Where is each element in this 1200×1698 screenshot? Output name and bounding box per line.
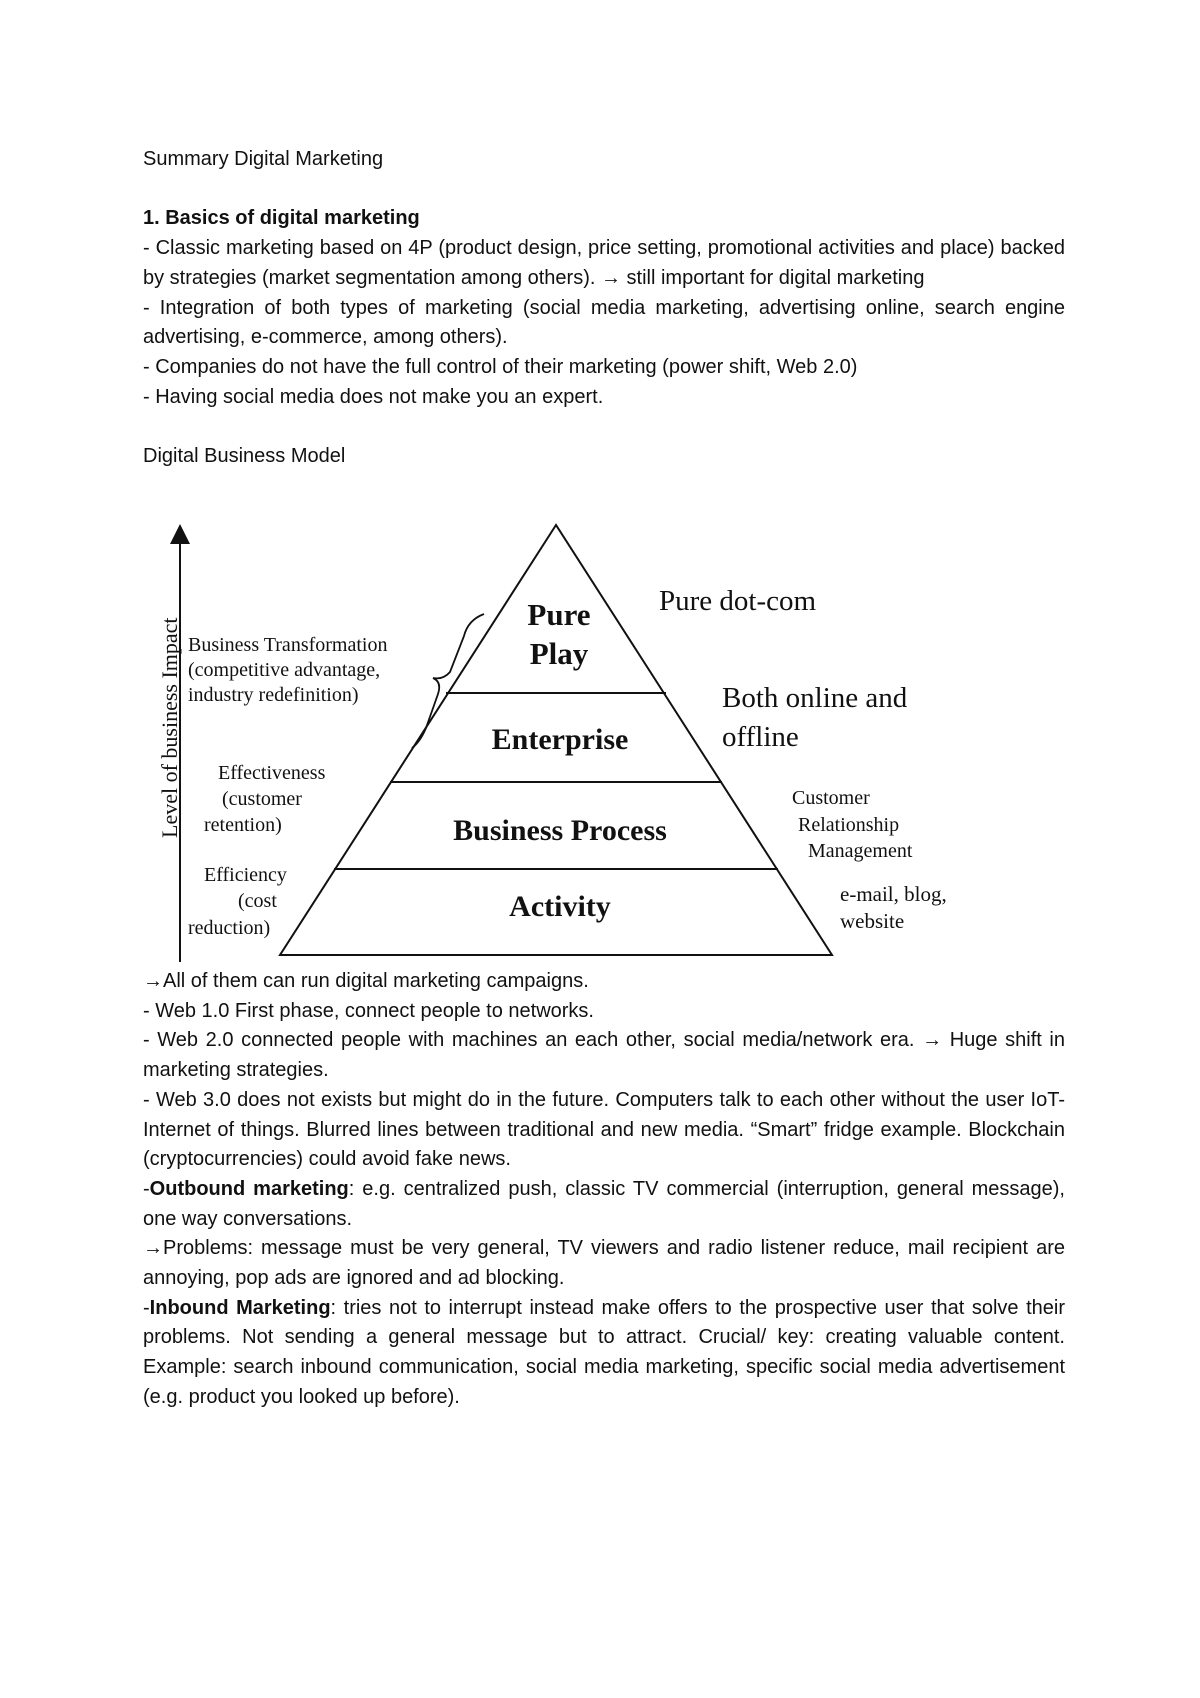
business-model-pyramid <box>150 520 950 965</box>
transformation-label: Business Transformation (competitive advantage, industry redefinition) <box>188 634 388 706</box>
both-online-label: Both online and offline <box>722 682 908 753</box>
transformation-brace <box>412 614 484 748</box>
bullet-4p: - Classic marketing based on 4P (product design, price setting, promotional activities and place) backed by strategies (market segmentation among others). → still important for digital marketing <box>143 237 1065 289</box>
problems-paragraph: →Problems: message must be very general, TV viewers and radio listener reduce, mail recipient are annoying, pop ads are ignored and ad blocking. <box>143 1237 1065 1290</box>
document-title: Summary Digital Marketing <box>143 148 384 170</box>
crm-label: Customer Relationship Management <box>792 787 913 862</box>
efficiency-label: Efficiency (cost reduction) <box>188 864 287 939</box>
lower-text-block <box>143 967 1065 1413</box>
web2-note: - Web 2.0 connected people with machines an each other, social media/network era. → Huge shift in marketing strategies. <box>143 1029 1065 1082</box>
level-activity: Activity <box>509 890 611 923</box>
bullet-social-media: - Having social media does not make you an expert. <box>143 385 604 408</box>
outbound-text: : e.g. centralized push, classic TV commercial (interruption, general message), one way conversations. <box>143 1177 1065 1230</box>
activity-examples-label: e-mail, blog, website <box>840 882 947 933</box>
level-play: Play <box>529 636 589 671</box>
inbound-paragraph: -Inbound Marketing: tries not to interrupt instead make offers to the prospective user that solve their problems. Not sending a general message but to attract. Crucial/ key: creating valuable content. Example: search inbound communication, social media marketing, specific social media advertisement (e.g. product you looked up before). <box>143 1296 1065 1408</box>
axis-arrowhead-icon <box>170 524 190 544</box>
top-text-block <box>143 145 1065 472</box>
web3-note: - Web 3.0 does not exists but might do in the future. Computers talk to each other without the user IoT- Internet of things. Blurred lines between traditional and new media. “Smart” fridge example. Blockchain (cryptocurrencies) could avoid fake news. <box>143 1088 1065 1171</box>
bullet-integration: - Integration of both types of marketing (social media marketing, advertising online, search engine advertising, e-commerce, among others). <box>143 296 1065 349</box>
effectiveness-label: Effectiveness (customer retention) <box>204 762 326 836</box>
level-enterprise: Enterprise <box>491 723 629 756</box>
outbound-paragraph: -Outbound marketing: e.g. centralized push, classic TV commercial (interruption, general message), one way conversations. <box>143 1177 1065 1230</box>
web1-note: - Web 1.0 First phase, connect people to networks. <box>143 999 594 1022</box>
axis-label: Level of business Impact <box>157 617 182 838</box>
model-heading: Digital Business Model <box>143 445 346 467</box>
level-business-process: Business Process <box>453 814 667 847</box>
pure-dotcom-label: Pure dot-com <box>659 585 817 617</box>
campaigns-note: →All of them can run digital marketing campaigns. <box>143 970 589 992</box>
bullet-control: - Companies do not have the full control of their marketing (power shift, Web 2.0) <box>143 355 858 378</box>
outbound-label: Outbound marketing <box>149 1177 349 1200</box>
level-pure: Pure <box>527 597 591 632</box>
section-heading: 1. Basics of digital marketing <box>143 207 420 230</box>
inbound-label: Inbound Marketing <box>149 1296 331 1319</box>
inbound-text: : tries not to interrupt instead make offers to the prospective user that solve their problems. Not sending a general message but to attract. Crucial/ key: creating valuable content. Example: search inbound communication, social media marketing, specific social media advertisement (e.g. product you looked up before). <box>143 1296 1065 1408</box>
